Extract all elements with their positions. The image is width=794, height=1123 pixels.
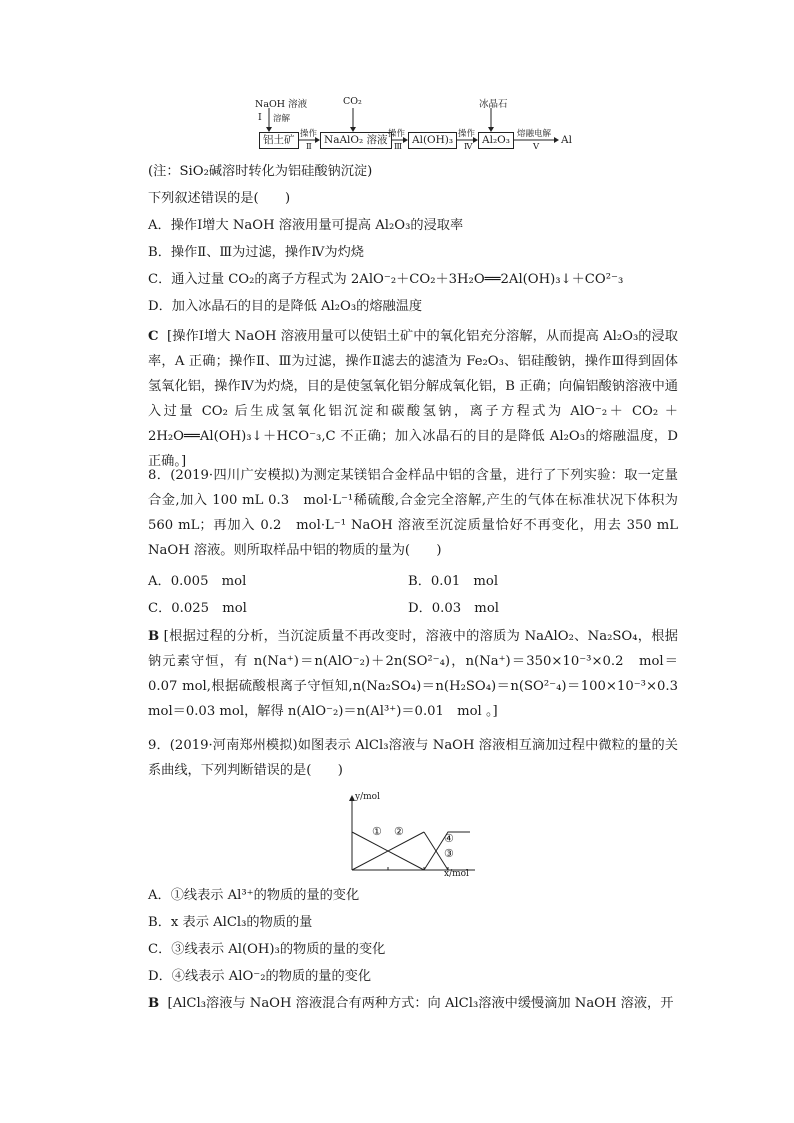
q8-option-d: D．0.03 mol: [408, 601, 499, 616]
q9-graph: [340, 792, 480, 882]
q9-option-d: D．④线表示 AlO⁻₂的物质的量的变化: [148, 969, 372, 984]
q9-option-a: A．①线表示 Al³⁺的物质的量的变化: [148, 888, 360, 903]
flow-op1-label: Ⅰ: [258, 112, 262, 123]
q9-answer: [148, 995, 673, 1013]
q7-option-b: B．操作Ⅱ、Ⅲ为过滤，操作Ⅳ为灼烧: [148, 245, 364, 260]
flow-al-product: Al: [561, 134, 572, 146]
flow-op4-num: Ⅳ: [464, 142, 473, 152]
flow-dissolve-label: 溶解: [273, 114, 291, 124]
flow-op2-num: Ⅱ: [306, 142, 312, 152]
q7-option-a: A．操作Ⅰ增大 NaOH 溶液用量可提高 Al₂O₃的浸取率: [148, 218, 464, 233]
q7-answer: [148, 324, 678, 474]
q8-option-c: C．0.025 mol: [148, 601, 247, 616]
flow-naoh-label: NaOH 溶液: [255, 99, 308, 110]
q9-answer-text: [AlCl₃溶液与 NaOH 溶液混合有两种方式：向 AlCl₃溶液中缓慢滴加 NaOH 溶液，开: [167, 996, 674, 1011]
flow-box-al2o3: Al₂O₃: [478, 132, 514, 149]
q9-graph-ylabel: y/mol: [355, 792, 380, 802]
process-flow-diagram: [255, 94, 585, 154]
q9-graph-label-2: ②: [394, 825, 404, 838]
q8-option-a: A．0.005 mol: [148, 574, 247, 589]
q9-graph-xlabel: x/mol: [444, 869, 469, 879]
q8-answer-letter: B: [148, 629, 160, 644]
q9-graph-label-4: ④: [444, 832, 454, 845]
flow-box-naalo2: NaAlO₂ 溶液: [320, 132, 392, 149]
q9-stem: 9．(2019·河南郑州模拟)如图表示 AlCl₃溶液与 NaOH 溶液相互滴加过程中微粒的量的关系曲线，下列判断错误的是( ): [148, 738, 678, 778]
flow-op2-label: 操作: [300, 129, 318, 139]
q7-option-c: C．通入过量 CO₂的离子方程式为 2AlO⁻₂＋CO₂＋3H₂O══2Al(OH)₃↓＋CO²⁻₃: [148, 272, 624, 287]
q7-answer-letter: C: [148, 329, 159, 344]
flow-op3-num: Ⅲ: [394, 142, 403, 152]
flow-cryolite-label: 冰晶石: [479, 99, 508, 110]
q8-stem: 8．(2019·四川广安模拟)为测定某镁铝合金样品中铝的含量，进行了下列实验：取一定量合金,加入 100 mL 0.3 mol·L⁻¹稀硫酸,合金完全溶解,产生的气体在标准状况下体积为 560 mL；再加入 0.2 mol·L⁻¹ NaOH 溶液至沉淀质量恰好不再变化，用去 350 mL NaOH 溶液。则所取样品中铝的物质的量为( ): [148, 468, 678, 558]
q8-answer-text: [根据过程的分析，当沉淀质量不再改变时，溶液中的溶质为 NaAlO₂、Na₂SO₄，根据钠元素守恒，有 n(Na⁺)＝n(AlO⁻₂)＋2n(SO²⁻₄)，n(Na⁺)＝350×10⁻³×0.2 mol＝0.07 mol,根据硫酸根离子守恒知,n(Na₂SO₄)＝n(H₂SO₄)＝n(SO²⁻₄)＝100×10⁻³×0.3 mol＝0.03 mol，解得 n(AlO⁻₂)＝n(Al³⁺)＝0.01 mol 。]: [148, 629, 692, 719]
q9-option-c: C．③线表示 Al(OH)₃的物质的量的变化: [148, 942, 386, 957]
flow-co2-label: CO₂: [343, 96, 362, 107]
q7-option-d: D．加入冰晶石的目的是降低 Al₂O₃的熔融温度: [148, 299, 423, 314]
q9-graph-label-3: ③: [444, 847, 454, 860]
q9-graph-label-1: ①: [372, 825, 382, 838]
q7-answer-text: [操作Ⅰ增大 NaOH 溶液用量可以使铝土矿中的氧化铝充分溶解，从而提高 Al₂O₃的浸取率，A 正确；操作Ⅱ、Ⅲ为过滤，操作Ⅱ滤去的滤渣为 Fe₂O₃、铝硅酸钠，操作Ⅲ得到固体氢氧化铝，操作Ⅳ为灼烧，目的是使氢氧化铝分解成氧化铝，B 正确；向偏铝酸钠溶液中通入过量 CO₂ 后生成氢氧化铝沉淀和碳酸氢钠，离子方程式为 AlO⁻₂＋ CO₂ ＋ 2H₂O══Al(OH)₃↓＋HCO⁻₃,C 不正确；加入冰晶石的目的是降低 Al₂O₃的熔融温度，D 正确。]: [148, 329, 678, 469]
flow-box-bauxite: 铝土矿: [259, 132, 299, 149]
note-text: (注：SiO₂碱溶时转化为铝硅酸钠沉淀): [148, 164, 373, 179]
q8-answer: [148, 624, 692, 724]
flow-electrolysis-label: 熔融电解: [517, 129, 552, 139]
q8-option-b: B．0.01 mol: [408, 574, 499, 589]
q7-stem: 下列叙述错误的是( ): [148, 191, 291, 206]
flow-op5-num: Ⅴ: [533, 142, 540, 152]
flow-box-aloh3: Al(OH)₃: [408, 132, 457, 149]
q9-option-b: B．x 表示 AlCl₃的物质的量: [148, 915, 313, 930]
flow-op3-label: 操作: [388, 129, 406, 139]
q9-answer-letter: B: [148, 996, 160, 1011]
flow-op4-label: 操作: [458, 129, 476, 139]
